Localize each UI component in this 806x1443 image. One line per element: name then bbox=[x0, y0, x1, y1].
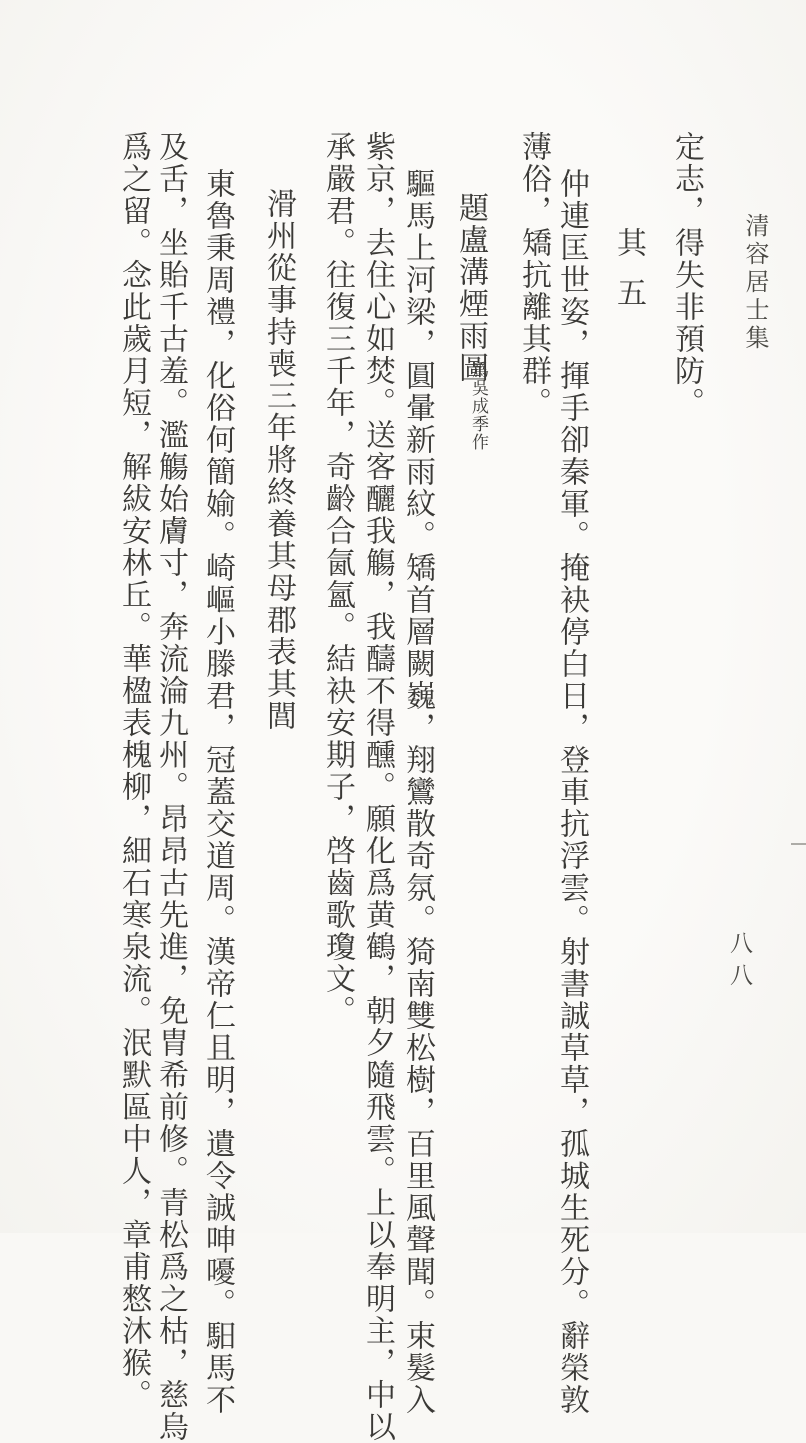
poem-title-huazhou-congshi: 滑州從事持喪三年將終養其母郡表其閭 bbox=[262, 188, 295, 732]
poem-line: 及舌，坐貽千古羞。濫觴始膚寸，奔流淪九州。昂昂古先進，免胄希前修。青松爲之枯，慈烏 bbox=[154, 131, 187, 1443]
poem-title-lugou-yanyu-tu: 題盧溝煙雨圖 bbox=[454, 192, 487, 384]
book-title-header: 清容居士集 bbox=[741, 213, 767, 353]
poem-title-annotation: 爲吳成季作 bbox=[469, 361, 488, 451]
poem-line: 仲連匡世姿，揮手卻秦軍。掩袂停白日，登車抗浮雲。射書誠草草，孤城生死分。辭榮敦 bbox=[555, 168, 588, 1416]
poem-continuation-line: 定志，得失非預防。 bbox=[670, 131, 703, 419]
page-number: 八八 bbox=[727, 931, 752, 995]
poem-line: 爲之留。念此歲月短，解紱安林丘。華楹表槐柳，細石寒泉流。泯默區中人，章甫憗沐猴。 bbox=[117, 131, 150, 1411]
poem-line: 紫京，去住心如焚。送客釃我觴，我醻不得醺。願化爲黄鶴，朝夕隨飛雲。上以奉明主，中以 bbox=[361, 131, 394, 1443]
section-heading-qi-wu: 其五 bbox=[612, 227, 645, 327]
scan-artifact-mark bbox=[791, 843, 806, 845]
poem-line: 驅馬上河梁，圓暈新雨紋。矯首層闕巍，翔鸞散奇氛。猗南雙松樹，百里風聲聞。束髮入 bbox=[401, 168, 434, 1416]
poem-line: 東魯秉周禮，化俗何簡媮。崎嶇小滕君，冠蓋交道周。漢帝仁且明，遺令誠呻嚘。馹馬不 bbox=[201, 168, 234, 1416]
poem-line: 承嚴君。往復三千年，奇齡合氤氳。結袂安期子，啓齒歌瓊文。 bbox=[321, 131, 354, 1027]
poem-continuation-line: 薄俗，矯抗離其群。 bbox=[517, 131, 550, 419]
